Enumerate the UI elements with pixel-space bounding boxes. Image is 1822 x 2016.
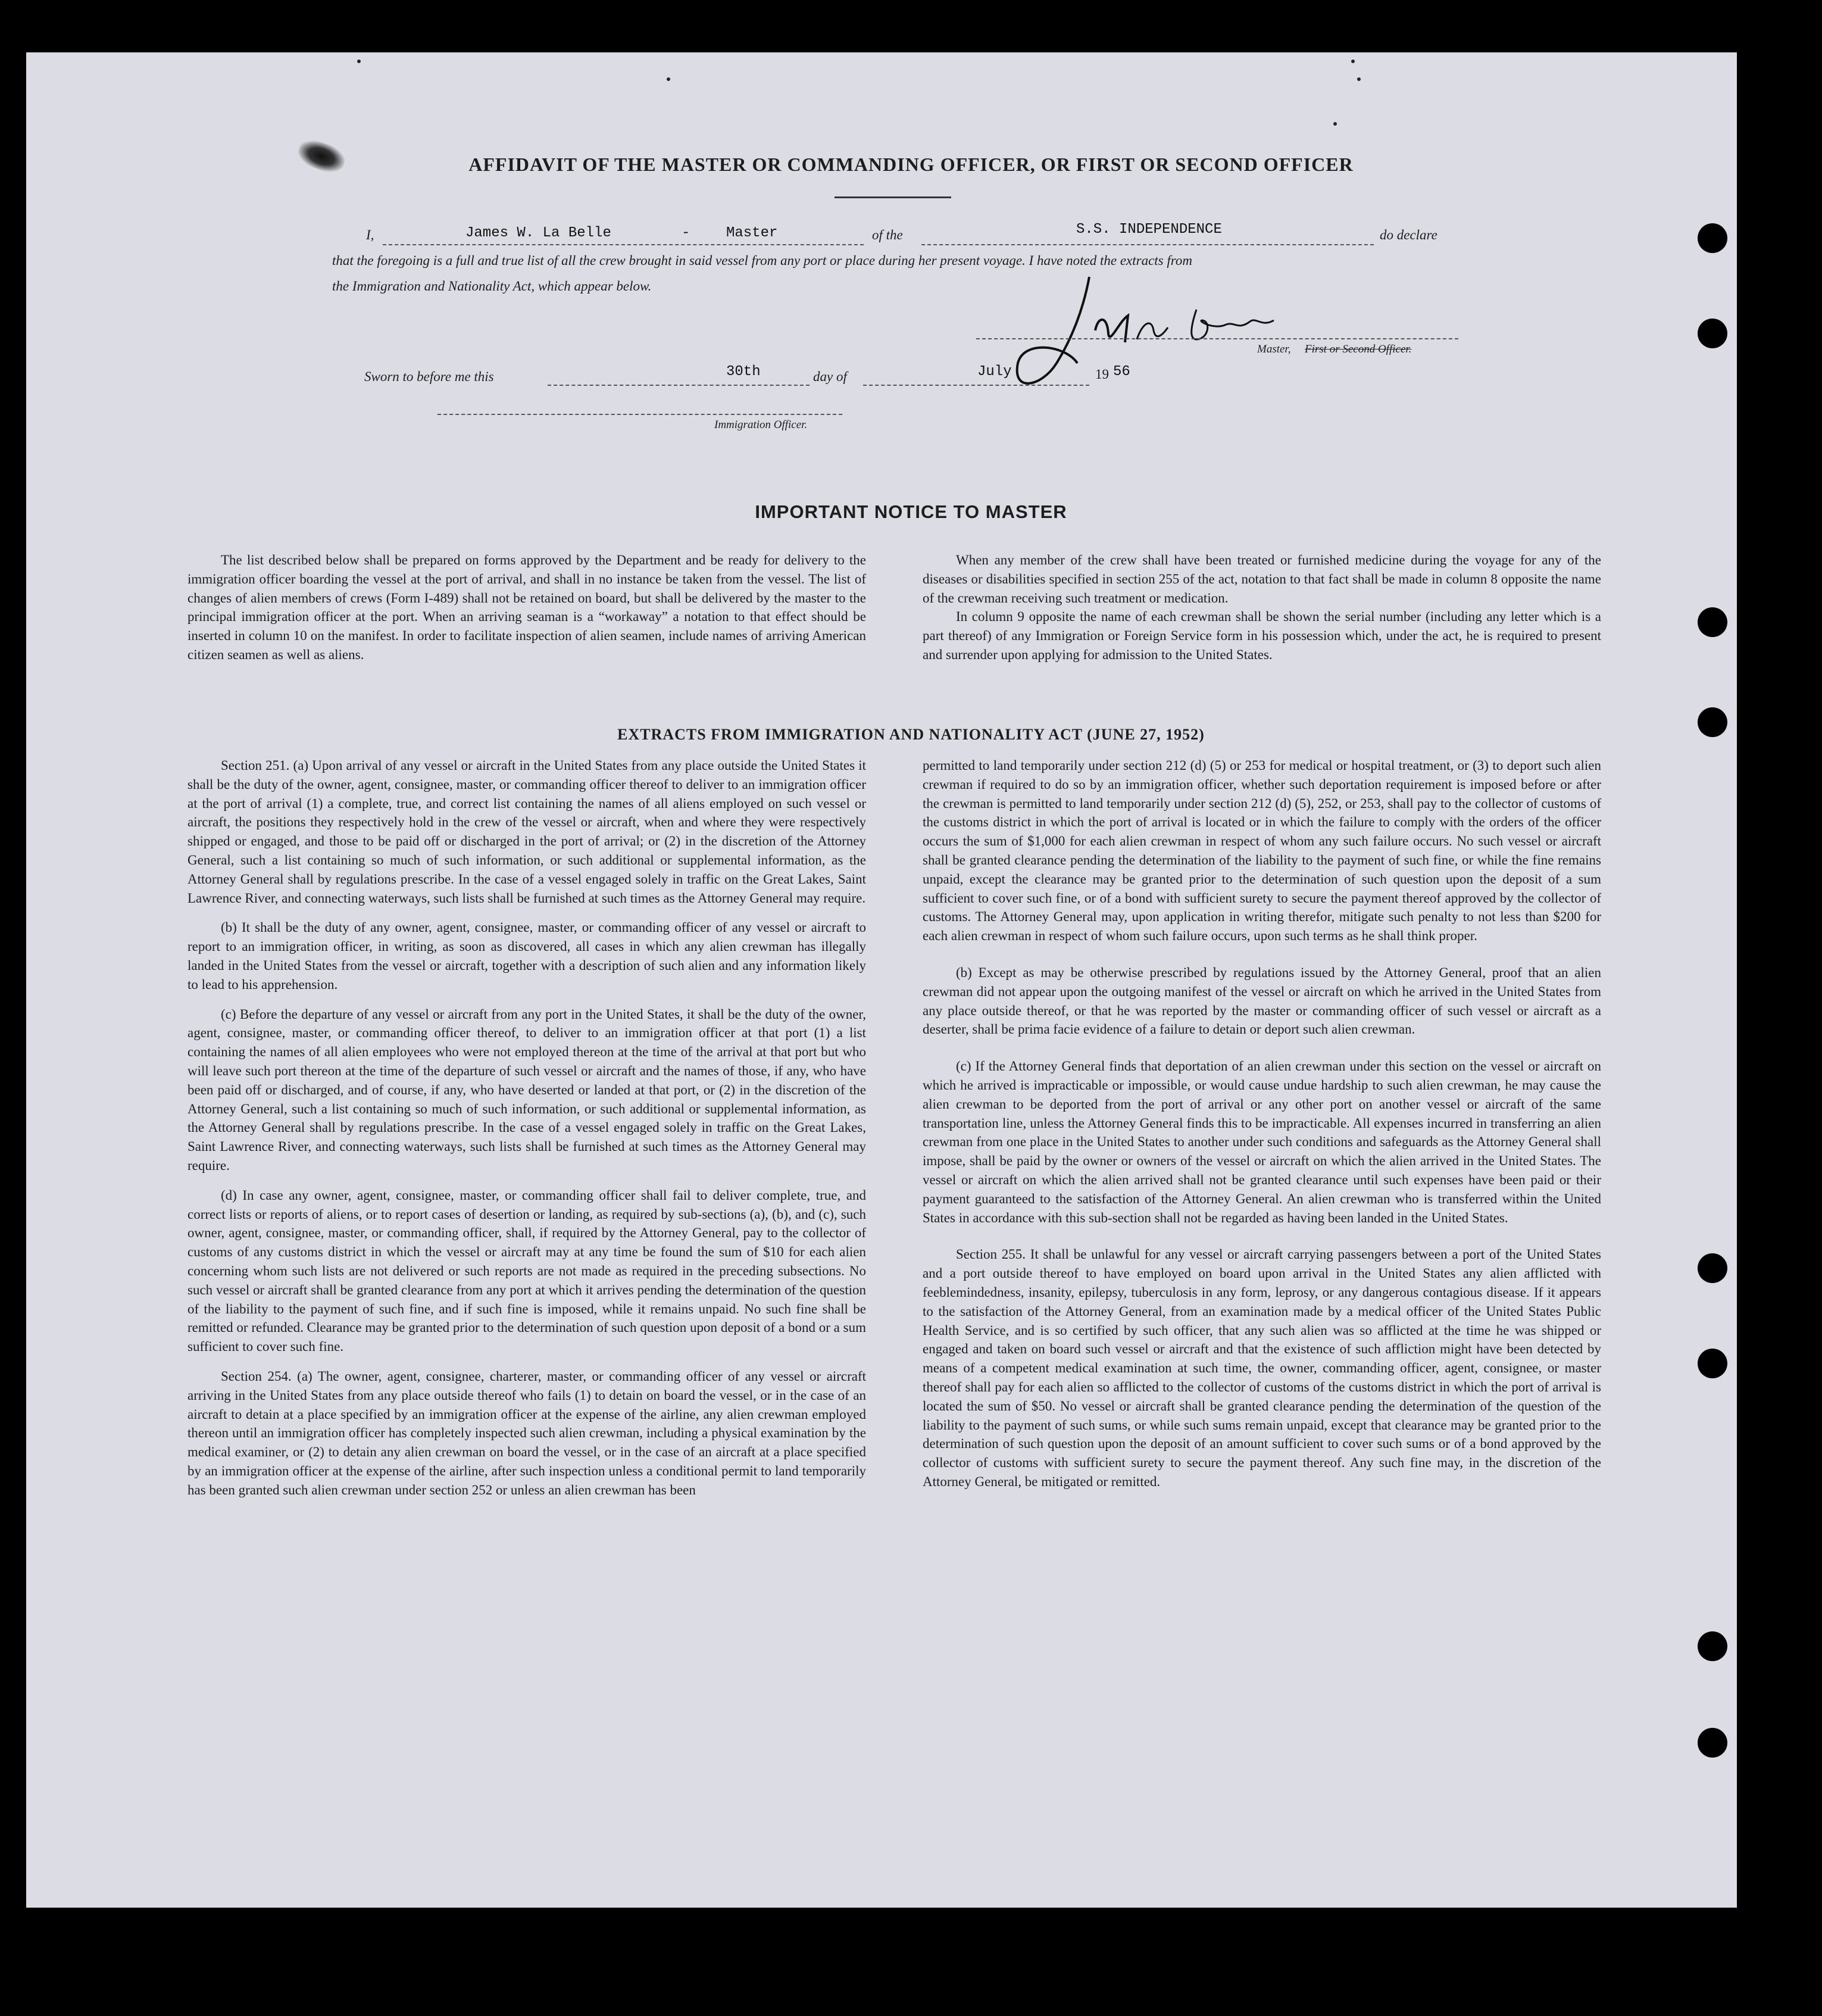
- section-254-c: (c) If the Attorney General finds that deportation of an alien crewman under this section on the vessel or aircraft on which he arrived is impracticable or impossible, or would cause undue hardship to such alien crewman, he may cause the alien crewman to be deported from the port of arrival or any other port on another vessel or aircraft of the same transportation line, unless the Attorney General finds this to be impracticable. All expenses incurred in transferring an alien crewman from one place in the United States to another under such conditions and safeguards as the Attorney General shall impose, shall be paid by the owner or owners of the vessel or aircraft on which the alien arrived in the United States. The vessel or aircraft on which the alien arrived shall not be granted clearance until such expenses have been paid or their payment guaranteed to the satisfaction of the Attorney General. An alien crewman who is transferred within the United States in accordance with this sub-section shall not be regarded as having been landed in the United States.: [923, 1059, 1601, 1225]
- binder-hole: [1698, 1253, 1727, 1283]
- of-the-label: of the: [872, 227, 903, 242]
- day-of-label: day of: [813, 369, 847, 384]
- binder-hole: [1698, 223, 1727, 253]
- notice-right-paragraph-2: In column 9 opposite the name of each crewman shall be shown the serial number (including any letter which is a part thereof) of any Immigration or Foreign Service form in his possession which, under the act, he is required to present and surrender upon applying for admission to the United States.: [923, 609, 1601, 662]
- speck: [1333, 122, 1337, 126]
- binder-hole: [1698, 1631, 1727, 1661]
- immigration-officer-label: Immigration Officer.: [714, 419, 808, 431]
- section-254-a-continued: permitted to land temporarily under section 212 (d) (5) or 253 for medical or hospital treatment, or (3) to deport such alien crewman if required to do so by an immigration officer, whether such deportation requirement is imposed before or after the crewman is permitted to land temporarily under section 212 (d) (5), 252, or 253, shall pay to the collector of customs of the customs district in which the port of arrival is located or in which the failure to comply with the orders of the officer occurs the sum of $1,000 for each alien crewman in respect of whom any such failure occurs. No such vessel or aircraft shall be granted clearance pending the determination of the liability to the payment of such fine, or while the fine remains unpaid, except the clearance may be granted prior to the determination of such question upon the deposit of a sum sufficient to cover such fine, or of a bond with sufficient surety to secure the payment thereof approved by the collector of customs. The Attorney General may, upon application in writing therefor, mitigate such penalty to not less than $200 for each alien crewman in respect of whom such failure occurs, upon such terms as he shall think proper.: [923, 758, 1601, 944]
- master-label: Master,: [1257, 343, 1291, 355]
- section-254-a: Section 254. (a) The owner, agent, consignee, charterer, master, or commanding officer of any vessel or aircraft arriving in the United States from any place outside thereof who fails (1) to detain on board the vessel, or in the case of an aircraft to detain at a place specified by an immigration officer at the expense of the airline, any alien crewman employed thereon until an immigration officer has completely inspected such alien crewman, including a physical examination by the medical examiner, or (2) to detain any alien crewman on board the vessel, or in the case of an aircraft at a place specified by an immigration officer at the expense of the airline, after such inspection unless a conditional permit to land temporarily has been granted such alien crewman under section 252 or unless an alien crewman has been: [187, 1368, 866, 1497]
- name-value: James W. La Belle: [465, 225, 611, 241]
- binder-hole: [1698, 607, 1727, 637]
- section-251-b: (b) It shall be the duty of any owner, agent, consignee, master, or commanding officer of any vessel or aircraft to report to an immigration officer, in writing, as soon as discovered, all cases in which any alien crewman has illegally landed in the United States from the vessel or aircraft, together with a description of such alien and any information likely to lead to his apprehension.: [187, 920, 866, 992]
- speck: [667, 77, 670, 81]
- declaration-line-2: that the foregoing is a full and true list of all the crew brought in said vessel from any port or place during her present voyage. I have noted the extracts from: [332, 253, 1192, 268]
- immigration-officer-line: [437, 396, 842, 415]
- month-field: [863, 367, 1089, 386]
- struck-officer-label: First or Second Officer.: [1305, 343, 1412, 355]
- section-251-a: Section 251. (a) Upon arrival of any vessel or aircraft in the United States from any place outside the United States it shall be the duty of the owner, agent, consignee, master, or commanding officer thereof to deliver to an immigration officer at the port of arrival (1) a complete, true, and correct list containing the names of all aliens employed on such vessel or aircraft, the positions they respectively hold in the crew of the vessel or aircraft, when and where they were respectively shipped or engaged, and those to be paid off or discharged in the port of arrival; or (2) in the discretion of the Attorney General, such a list containing so much of such information, or such additional or supplemental information, as the Attorney General shall by regulations prescribe. In the case of a vessel engaged solely in traffic on the Great Lakes, Saint Lawrence River, and connecting waterways, such lists shall be furnished at such times as the Attorney General may require.: [187, 758, 866, 906]
- signature-line: [976, 320, 1458, 339]
- title-rule: [835, 196, 951, 198]
- year-value: 56: [1113, 364, 1130, 380]
- day-value: 30th: [726, 364, 761, 380]
- section-254-b: (b) Except as may be otherwise prescribed by regulations issued by the Attorney General, proof that an alien crewman did not appear upon the outgoing manifest of the vessel or aircraft on which he arrived in the United States from any place outside thereof, or that he was reported by the master or commanding officer of such vessel or aircraft as a deserter, shall be prima facie evidence of a failure to detain or deport such alien crewman.: [923, 965, 1601, 1037]
- declaration-line-3: the Immigration and Nationality Act, which appear below.: [332, 279, 652, 294]
- sworn-prefix: Sworn to before me this: [364, 369, 494, 384]
- extracts-title: EXTRACTS FROM IMMIGRATION AND NATIONALITY ACT (JUNE 27, 1952): [617, 726, 1205, 743]
- extracts-left-column: [187, 756, 866, 1499]
- speck: [357, 60, 361, 63]
- month-value: July: [977, 364, 1012, 380]
- section-251-d: (d) In case any owner, agent, consignee, master, or commanding officer shall fail to deliver complete, true, and correct lists or reports of aliens, or to report cases of desertion or landing, as required by sub-sections (a), (b), and (c), such owner, agent, consignee, master, or commanding officer, shall, if required by the Attorney General, pay to the collector of customs of any customs district in which the vessel or aircraft may at any time be found the sum of $10 for each alien concerning whom such lists are not delivered or such reports are not made as required in the preceding subsections. No such vessel or aircraft shall be granted clearance from any port at which it arrives pending the determination of the question of the liability to the payment of such fine, and if such fine is imposed, while it remains unpaid. No such fine shall be remitted or refunded. Clearance may be granted prior to the determination of such question upon deposit of a bond or a sum sufficient to cover such fine.: [187, 1187, 866, 1355]
- declaration-prefix: I,: [366, 227, 374, 242]
- name-rank-field: [383, 226, 864, 245]
- extracts-right-column: [923, 756, 1601, 1491]
- binder-hole: [1698, 319, 1727, 348]
- section-255: Section 255. It shall be unlawful for any vessel or aircraft carrying passengers between a port of the United States and a port outside thereof to have employed on board upon arrival in the United States any alien afflicted with feeblemindedness, insanity, epilepsy, tuberculosis in any form, leprosy, or any dangerous contagious disease. If it appears to the satisfaction of the Attorney General, from an examination made by a medical officer of the United States Public Health Service, and is so certified by such officer, that any such alien was so afflicted at the time he was shipped or engaged and taken on board such vessel or aircraft and that the existence of such affliction might have been detected by means of a competent medical examination at such time, the owner, commanding officer, agent, consignee, or master thereof shall pay for each alien so afflicted to the collector of customs of the customs district in which the port of arrival is located the sum of $50. No vessel or aircraft shall be granted clearance pending the determination of the question of the liability to the payment of such sums, or while such sums remain unpaid, except that clearance may be granted prior to the determination of such question upon the deposit of an amount sufficient to cover such sums or of a bond approved by the collector of customs with sufficient surety to secure the payment thereof. Any such fine may, in the discretion of the Attorney General, be mitigated or remitted.: [923, 1247, 1601, 1489]
- day-field: [548, 367, 810, 386]
- notice-right-paragraph-1: When any member of the crew shall have been treated or furnished medicine during the voyage for any of the diseases or disabilities specified in section 255 of the act, notation to that fact shall be made in column 8 opposite the name of the crewman receiving such treatment or medication.: [923, 553, 1601, 606]
- vessel-value: S.S. INDEPENDENCE: [1076, 221, 1222, 238]
- notice-title: IMPORTANT NOTICE TO MASTER: [755, 501, 1067, 522]
- speck: [1351, 60, 1355, 63]
- year-prefix: 19: [1095, 367, 1109, 382]
- affidavit-title: AFFIDAVIT OF THE MASTER OR COMMANDING OFFICER, OR FIRST OR SECOND OFFICER: [468, 154, 1354, 175]
- binder-hole: [1698, 1728, 1727, 1758]
- notice-left-column: [187, 551, 866, 664]
- notice-left-paragraph: The list described below shall be prepared on forms approved by the Department and be ready for delivery to the immigration officer boarding the vessel at the port of arrival, and shall in no instance be taken from the vessel. The list of changes of alien members of crews (Form I-489) shall not be retained on board, but shall be delivered by the master to the principal immigration officer at the port. When an arriving seaman is a “workaway” a notation to that effect should be inserted in column 10 on the manifest. In order to facilitate inspection of alien seamen, include names of arriving American citizen seamen as well as aliens.: [187, 553, 866, 662]
- binder-hole: [1698, 1349, 1727, 1378]
- notice-right-column: [923, 551, 1601, 664]
- dash-separator: -: [682, 225, 690, 241]
- rank-value: Master: [726, 225, 778, 241]
- speck: [1357, 77, 1361, 81]
- section-251-c: (c) Before the departure of any vessel or aircraft from any port in the United States, it shall be the duty of the owner, agent, consignee, master, or commanding officer thereof, to deliver to an immigration officer at that port (1) a list containing the names of all alien employees who were not employed thereon at the time of the arrival at that port but who will leave such port thereon at the time of the departure of such vessel or aircraft and the names of those, if any, who have been paid off or discharged, and of course, if any, who have deserted or landed at that port, or (2) in the discretion of the Attorney General, such a list containing so much of such information, or such additional or supplemental information, as the Attorney General shall by regulations prescribe. In the case of a vessel engaged solely in traffic on the Great Lakes, Saint Lawrence River, and connecting waterways, such lists shall be furnished at such times as the Attorney General may require.: [187, 1006, 866, 1173]
- do-declare-label: do declare: [1380, 227, 1437, 242]
